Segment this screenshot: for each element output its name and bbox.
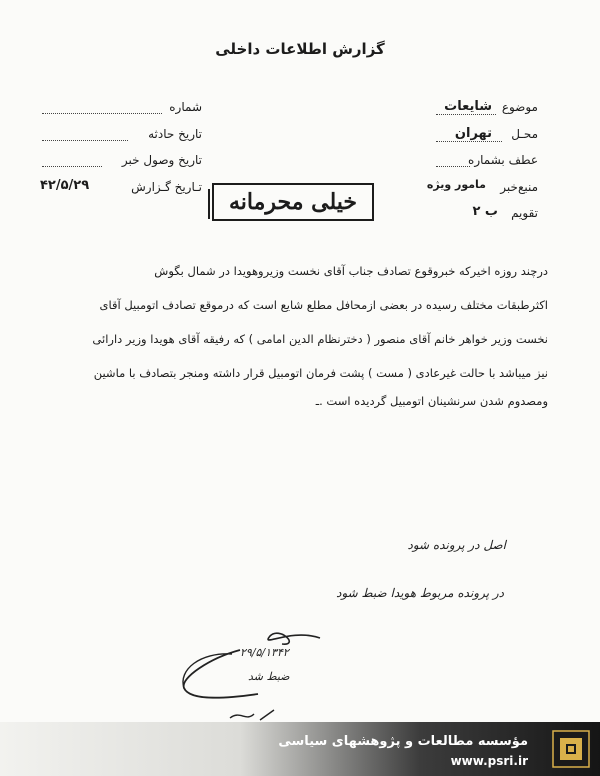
place-dotline	[436, 141, 502, 142]
footer-bar	[0, 722, 600, 776]
reference-label: عطف بشماره	[468, 153, 538, 167]
incident-date-dotline	[42, 140, 128, 141]
subject-value: شایعات	[444, 99, 492, 114]
source-value: مامور ویژه	[426, 178, 486, 191]
body-line-3: نخست وزیر خواهر خانم آقای منصور ( دخترنظام الدین امامی ) که رفیقه آقای هویدا وزیر دارائی	[92, 332, 548, 346]
signature-scribble	[170, 618, 340, 728]
body-line-5: ومصدوم شدن سرنشینان اتومبیل گردیده است .ـ	[315, 394, 548, 408]
body-line-4: نیز میباشد با حالت غیرعادی ( مست ) پشت فرمان اتومبیل قرار داشته ومنجر بتصادف با ماشین	[93, 366, 548, 380]
institute-logo-icon	[552, 730, 590, 768]
handwritten-note-3: ضبط شد	[248, 670, 290, 683]
report-date-value: ۴۲/۵/۲۹	[40, 178, 90, 193]
grade-value: ب ۲	[472, 204, 498, 219]
institute-name: مؤسسه مطالعات و پژوهشهای سیاسی	[278, 734, 528, 749]
reference-dotline	[436, 166, 470, 167]
institute-url[interactable]: www.psri.ir	[450, 754, 528, 768]
subject-dotline	[436, 114, 496, 115]
body-line-2: اکثرطبقات مختلف رسیده در بعضی ازمحافل مطلع شایع است که درموقع تصادف اتومبیل آقای	[99, 298, 548, 312]
number-dotline	[42, 113, 162, 114]
place-value: تهران	[454, 126, 492, 141]
source-label: منبع‌خبر	[500, 180, 538, 194]
handwritten-note-1: اصل در پرونده شود	[407, 538, 506, 552]
grade-label: تقویم	[511, 206, 538, 220]
document-title: گزارش اطلاعات داخلی	[215, 40, 385, 58]
handwritten-date: ۲۹/۵/۱۳۴۲	[240, 646, 289, 659]
confidential-stamp: خیلی محرمانه	[212, 183, 374, 221]
handwritten-note-2: در پرونده مربوط هویدا ضبط شود	[336, 586, 504, 600]
news-date-dotline	[42, 166, 102, 167]
body-line-1: درچند روزه اخیرکه خبروقوع تصادف جناب آقای نخست وزیروهویدا در شمال بگوش	[154, 264, 548, 278]
subject-label: موضوع	[501, 100, 538, 114]
news-date-label: تاریخ وصول خبر	[121, 153, 202, 167]
place-label: محـل	[511, 127, 538, 141]
report-date-label: تـاریخ گـزارش	[131, 180, 202, 194]
incident-date-label: تاریخ حادثه	[148, 127, 202, 141]
number-label: شماره	[169, 100, 202, 114]
